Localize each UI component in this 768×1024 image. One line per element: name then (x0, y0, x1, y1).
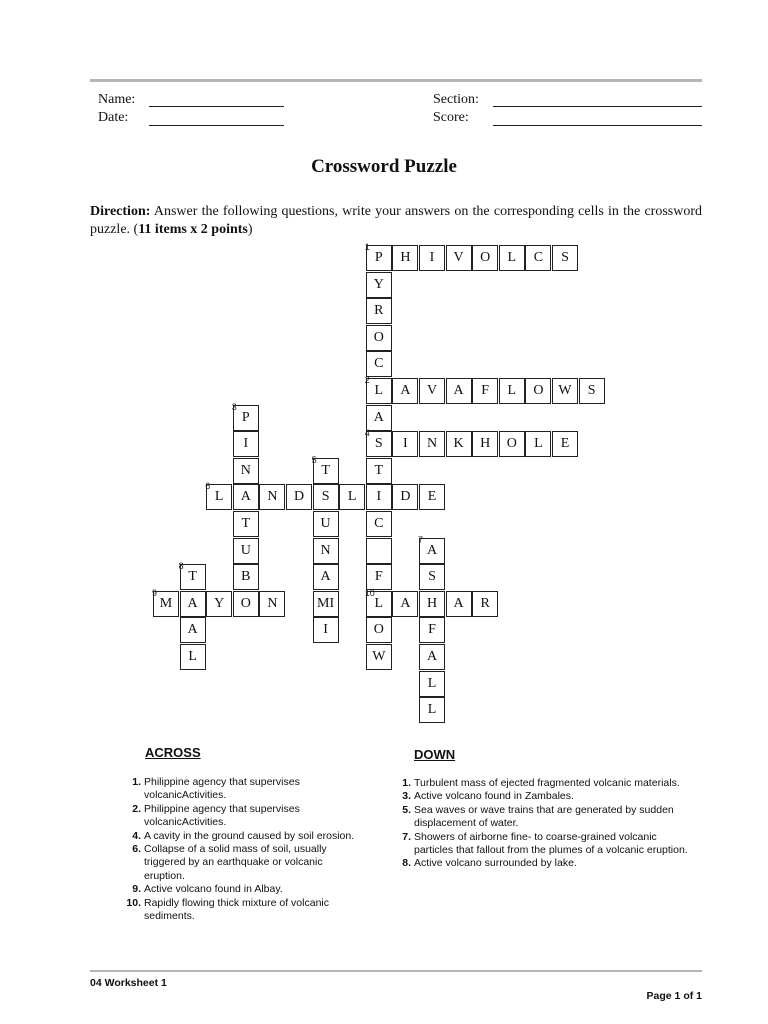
clue-item-number: 7. (402, 830, 411, 843)
crossword-cell[interactable]: L (366, 378, 392, 404)
crossword-cell[interactable]: N (259, 591, 285, 617)
clue-text: Showers of airborne fine- to coarse-grained volcanic particles that fallout from the plumes of a volcanic eruption. (414, 830, 688, 857)
down-heading: DOWN (414, 747, 456, 762)
down-clue-list (395, 777, 695, 871)
crossword-cell[interactable] (366, 538, 392, 564)
clue-item-number: 1. (402, 777, 411, 789)
direction-close: ) (247, 222, 253, 237)
crossword-cell[interactable]: F (419, 617, 445, 643)
crossword-cell[interactable]: D (286, 484, 312, 510)
crossword-cell[interactable]: S (419, 564, 445, 590)
across-heading: ACROSS (145, 745, 201, 760)
crossword-cell[interactable]: L (525, 431, 551, 457)
clue-number: 7 (418, 534, 424, 545)
crossword-cell[interactable]: R (472, 591, 498, 617)
clue-item-number: 9. (132, 883, 141, 896)
clue-item-number: 8. (402, 857, 411, 870)
crossword-cell[interactable]: U (233, 538, 259, 564)
clue-number: 5 (311, 454, 317, 465)
crossword-cell[interactable]: S (313, 484, 339, 510)
clue-text: Active volcano found in Zambales. (414, 790, 574, 803)
crossword-cell[interactable]: F (472, 378, 498, 404)
crossword-cell[interactable]: T (180, 564, 206, 590)
crossword-cell[interactable]: L (180, 644, 206, 670)
crossword-cell[interactable]: O (472, 245, 498, 271)
clue-text: Rapidly flowing thick mixture of volcanic sediments. (144, 896, 329, 923)
across-clue (125, 897, 360, 924)
clue-item-number: 2. (132, 802, 141, 815)
crossword-cell[interactable]: E (419, 484, 445, 510)
across-clue (125, 883, 360, 896)
crossword-cell[interactable]: P (366, 245, 392, 271)
crossword-cell[interactable]: H (472, 431, 498, 457)
clue-number: 1 (364, 242, 370, 252)
clue-number: 10 (364, 587, 375, 598)
clue-number: 9 (152, 587, 158, 598)
crossword-cell[interactable]: H (419, 591, 445, 617)
clue-number: 4 (364, 428, 370, 439)
crossword-cell[interactable]: O (525, 378, 551, 404)
crossword-cell[interactable]: N (233, 458, 259, 484)
crossword-cell[interactable]: A (446, 591, 472, 617)
clue-text: Philippine agency that supervises volcanicActivities. (144, 802, 300, 829)
across-clue (125, 830, 360, 843)
crossword-cell[interactable]: D (392, 484, 418, 510)
down-clue (395, 857, 695, 870)
crossword-cell[interactable]: S (366, 431, 392, 457)
crossword-cell[interactable]: L (339, 484, 365, 510)
crossword-cell[interactable]: S (552, 245, 578, 271)
direction-points: 11 items x 2 points (138, 222, 248, 237)
clue-text: Collapse of a solid mass of soil, usually triggered by an earthquake or volcanic eruption. (144, 843, 327, 882)
page-number: Page 1 of 1 (646, 990, 702, 1002)
crossword-cell[interactable]: L (499, 378, 525, 404)
crossword-cell[interactable]: R (366, 298, 392, 324)
clue-item-number: 5. (402, 803, 411, 816)
clue-number: 6 (205, 481, 211, 492)
crossword-cell[interactable]: I (392, 431, 418, 457)
page-title: Crossword Puzzle (311, 156, 457, 177)
crossword-cell[interactable]: T (313, 458, 339, 484)
crossword-cell[interactable]: A (313, 564, 339, 590)
clue-number: 8 (178, 561, 184, 572)
clue-number: 2 (364, 375, 370, 385)
clue-item-number: 4. (132, 829, 141, 842)
direction-label: Direction: (90, 204, 151, 219)
crossword-cell[interactable]: A (233, 484, 259, 510)
crossword-cell[interactable]: O (499, 431, 525, 457)
crossword-cell[interactable]: L (419, 671, 445, 697)
direction-text: Answer the following questions, write your answers on the corresponding cells in the crossword puzzle. ( (90, 204, 702, 237)
crossword-cell[interactable]: M (153, 591, 179, 617)
down-clue (395, 790, 695, 803)
crossword-cell[interactable]: A (419, 538, 445, 564)
crossword-cell[interactable]: L (499, 245, 525, 271)
worksheet-label: 04 Worksheet 1 (90, 977, 167, 989)
clue-text: Active volcano surrounded by lake. (414, 857, 577, 870)
score-label: Score: (433, 110, 469, 125)
crossword-cell[interactable]: Y (206, 591, 232, 617)
section-label: Section: (433, 92, 479, 107)
bottom-rule (90, 970, 702, 972)
crossword-cell[interactable]: W (552, 378, 578, 404)
across-clue (125, 803, 360, 830)
clue-item-number: 10. (126, 896, 141, 909)
crossword-cell[interactable]: C (366, 511, 392, 537)
crossword-cell[interactable]: C (525, 245, 551, 271)
across-clue (125, 776, 360, 803)
crossword-cell[interactable]: W (366, 644, 392, 670)
crossword-cell[interactable]: N (259, 484, 285, 510)
crossword-cell[interactable]: C (366, 351, 392, 377)
crossword-cell[interactable]: A (419, 644, 445, 670)
down-clue (395, 804, 695, 831)
crossword-cell[interactable]: L (206, 484, 232, 510)
crossword-cell[interactable]: A (366, 405, 392, 431)
crossword-cell[interactable]: F (366, 564, 392, 590)
clue-number: 3 (231, 401, 237, 412)
crossword-cell[interactable]: V (419, 378, 445, 404)
crossword-cell[interactable]: E (552, 431, 578, 457)
crossword-cell[interactable]: P (233, 405, 259, 431)
crossword-cell[interactable]: N (419, 431, 445, 457)
crossword-cell[interactable]: I (233, 431, 259, 457)
down-clue (395, 831, 695, 858)
crossword-cell[interactable]: H (392, 245, 418, 271)
crossword-cell[interactable]: I (419, 245, 445, 271)
crossword-cell[interactable]: Y (366, 272, 392, 298)
clue-item-number: 3. (402, 790, 411, 803)
crossword-cell[interactable]: L (366, 591, 392, 617)
clue-text: Turbulent mass of ejected fragmented volcanic materials. (414, 777, 680, 789)
down-clue (395, 777, 695, 790)
across-clue (125, 843, 360, 883)
crossword-cell[interactable]: T (233, 511, 259, 537)
clue-text: A cavity in the ground caused by soil erosion. (144, 829, 355, 842)
crossword-cell[interactable]: O (366, 325, 392, 351)
crossword-cell[interactable]: I (313, 617, 339, 643)
crossword-cell[interactable]: K (446, 431, 472, 457)
crossword-cell[interactable]: A (392, 378, 418, 404)
crossword-cell[interactable]: B (233, 564, 259, 590)
clue-text: Active volcano found in Albay. (144, 883, 283, 896)
crossword-cell[interactable]: T (366, 458, 392, 484)
crossword-cell[interactable]: V (446, 245, 472, 271)
crossword-cell[interactable]: U (313, 511, 339, 537)
crossword-cell[interactable]: S (579, 378, 605, 404)
clue-item-number: 6. (132, 843, 141, 856)
crossword-cell[interactable]: A (392, 591, 418, 617)
crossword-cell[interactable]: A (180, 617, 206, 643)
name-label: Name: (98, 92, 136, 107)
crossword-cell[interactable]: O (233, 591, 259, 617)
clue-text: Philippine agency that supervises volcanicActivities. (144, 776, 300, 802)
across-clue-list (125, 776, 360, 923)
crossword-cell[interactable]: MI (313, 591, 339, 617)
clue-item-number: 1. (132, 776, 141, 788)
crossword-cell[interactable]: O (366, 617, 392, 643)
crossword-cell[interactable]: N (313, 538, 339, 564)
date-label: Date: (98, 110, 129, 125)
clue-text: Sea waves or wave trains that are generated by sudden displacement of water. (414, 803, 674, 830)
crossword-cell[interactable]: I (366, 484, 392, 510)
crossword-cell[interactable]: A (180, 591, 206, 617)
crossword-cell[interactable]: L (419, 697, 445, 723)
crossword-cell[interactable]: A (446, 378, 472, 404)
